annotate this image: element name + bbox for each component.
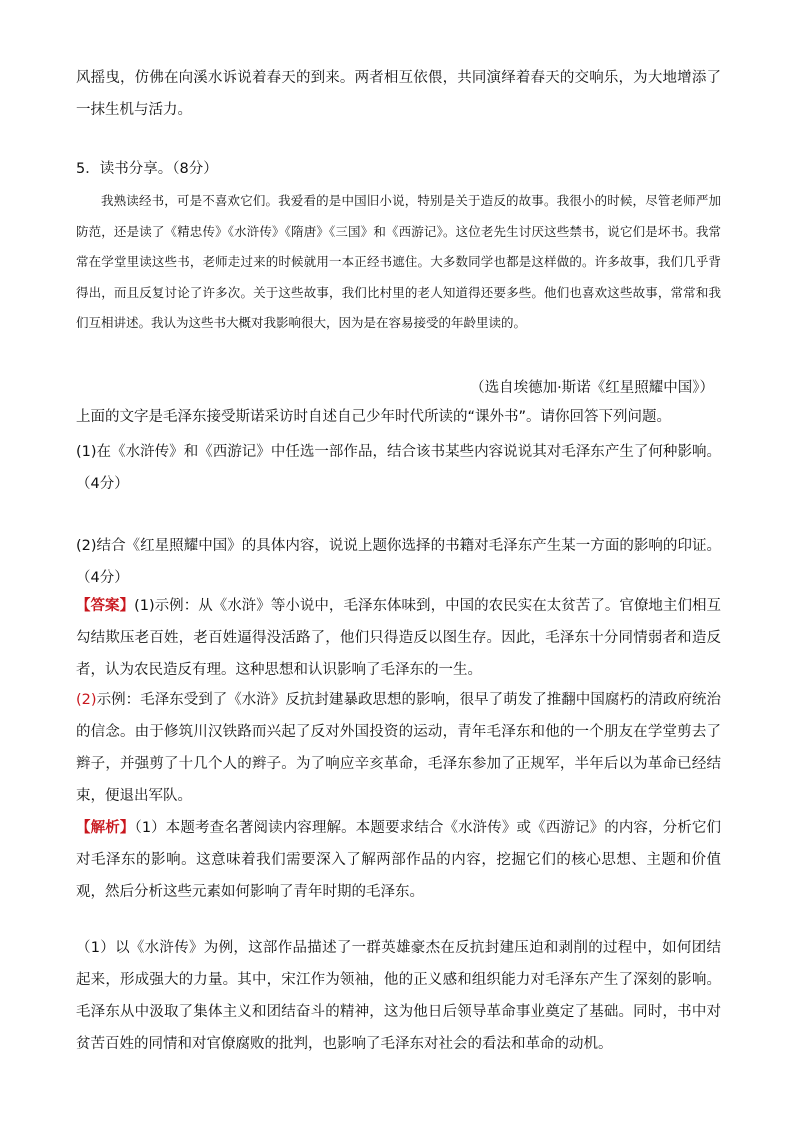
- answer-part-2-number: (2): [76, 692, 97, 708]
- analysis-paragraph-2: （1）以《水浒传》为例，这部作品描述了一群英雄豪杰在反抗封建压迫和剥削的过程中，如何团结起来，形成强大的力量。其中，宋江作为领袖，他的正义感和组织能力对毛泽东产生了深刻的影响。毛泽东从中汲取了集体主义和团结奋斗的精神，这为他日后领导革命事业奠定了基础。同时，书中对贫苦百姓的同情和对官僚腐败的批判，也影响了毛泽东对社会的看法和革命的动机。: [76, 940, 721, 1052]
- intro-paragraph: 风摇曳，仿佛在向溪水诉说着春天的到来。两者相互依偎，共同演绎着春天的交响乐，为大地增添了一抹生机与活力。: [76, 70, 721, 118]
- answer-part-1: [76, 590, 721, 686]
- question-title: 5．读书分享。（8分）: [76, 161, 218, 177]
- sub-question-2: (2)结合《红星照耀中国》的具体内容，说说上题你选择的书籍对毛泽东产生某一方面的影响的印证。（4分）: [76, 538, 721, 586]
- analysis-label: 【解析】: [76, 820, 135, 836]
- analysis-paragraph-1: [76, 812, 721, 908]
- answer-part-2-text: 示例：毛泽东受到了《水浒》反抗封建暴政思想的影响，很早了萌发了推翻中国腐朽的清政府统治的信念。由于修筑川汉铁路而兴起了反对外国投资的运动，青年毛泽东和他的一个朋友在学堂剪去了辫子，并强剪了十几个人的辫子。为了响应辛亥革命，毛泽东参加了正规军，半年后以为革命已经结束，便退出军队。: [76, 692, 721, 804]
- answer-part-1-text: (1)示例：从《水浒》等小说中，毛泽东体味到，中国的农民实在太贫苦了。官僚地主们相互勾结欺压老百姓，老百姓逼得没活路了，他们只得造反以图生存。因此，毛泽东十分同情弱者和造反者，认为农民造反有理。这种思想和认识影响了毛泽东的一生。: [76, 598, 721, 678]
- sub-question-1: (1)在《水浒传》和《西游记》中任选一部作品，结合该书某些内容说说其对毛泽东产生了何种影响。（4分）: [76, 444, 721, 492]
- quote-source: （选自埃德加·斯诺《红星照耀中国》）: [470, 380, 714, 396]
- answer-part-2: [76, 684, 721, 812]
- question-prompt: 上面的文字是毛泽东接受斯诺采访时自述自己少年时代所读的“课外书”。请你回答下列问题。: [76, 409, 672, 425]
- quote-passage: 我熟读经书，可是不喜欢它们。我爱看的是中国旧小说，特别是关于造反的故事。我很小的时候，尽管老师严加防范，还是读了《精忠传》《水浒传》《隋唐》《三国》和《西游记》。这位老先生讨厌这些禁书，说它们是坏书。我常常在学堂里读这些书，老师走过来的时候就用一本正经书遮住。大多数同学也都是这样做的。许多故事，我们几乎背得出，而且反复讨论了许多次。关于这些故事，我们比村里的老人知道得还要多些。他们也喜欢这些故事，常常和我们互相讲述。我认为这些书大概对我影响很大，因为是在容易接受的年龄里读的。: [76, 193, 721, 330]
- answer-label: 【答案】: [76, 598, 135, 614]
- analysis-para-1-text: （1）本题考查名著阅读内容理解。本题要求结合《水浒传》或《西游记》的内容，分析它们对毛泽东的影响。这意味着我们需要深入了解两部作品的内容，挖掘它们的核心思想、主题和价值观，然后分析这些元素如何影响了青年时期的毛泽东。: [76, 820, 722, 900]
